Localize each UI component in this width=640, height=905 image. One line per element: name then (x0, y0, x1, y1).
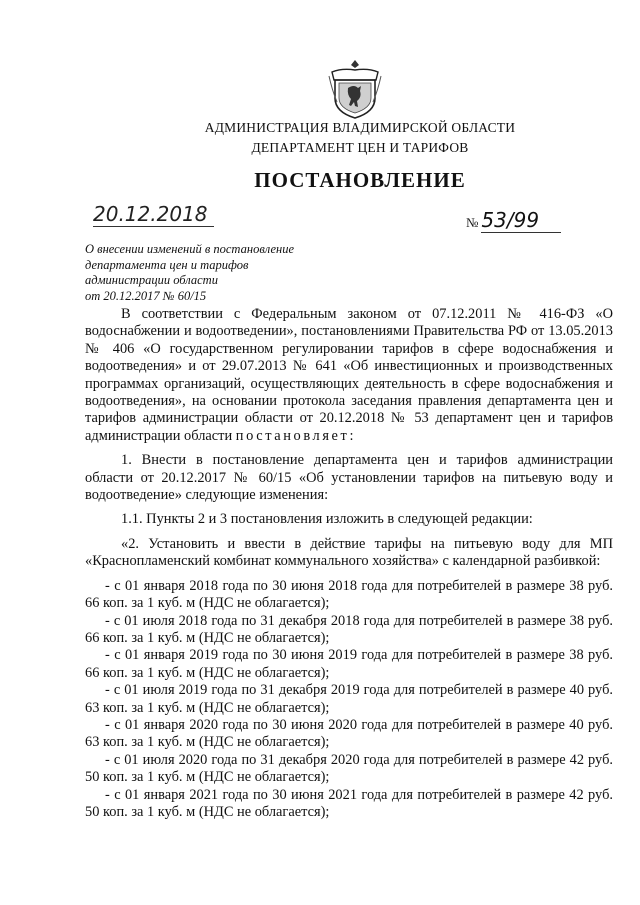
subject-line: администрации области (85, 273, 218, 287)
tariff-item: - с 01 июля 2020 года по 31 декабря 2020 года для потребителей в размере 42 руб. 50 коп. за 1 куб. м (НДС не облагается); (85, 751, 613, 786)
document-number-value: 53/99 (481, 208, 561, 233)
subject-block (85, 242, 325, 304)
subject-line: департамента цен и тарифов (85, 257, 249, 272)
preamble-text: В соответствии с Федеральным законом от 07.12.2011 № 416-ФЗ «О водоснабжении и водоотведении», постановлениями Правительства РФ от 13.05.2013 № 406 «О государственном регулировании тарифов в сфере водоснабжения и водоотведения» и от 29.07.2013 № 641 «Об инвестиционных и производственных программах организаций, осуществляющих деятельность в сфере водоснабжения и водоотведения», на основании протокола заседания правления департамента цен и тарифов администрации области от 20.12.2018 № 53 департамент цен и тарифов администрации области (85, 306, 613, 444)
coat-of-arms-icon (326, 58, 384, 120)
document-date: 20.12.2018 (93, 202, 214, 227)
tariff-item: - с 01 июля 2019 года по 31 декабря 2019 года для потребителей в размере 40 руб. 63 коп. за 1 куб. м (НДС не облагается); (85, 682, 613, 716)
preamble-paragraph (85, 306, 613, 445)
subject-line: О внесении изменений в постановление (85, 242, 295, 256)
number-sign: № (466, 215, 479, 230)
tariff-item: - с 01 января 2020 года по 30 июня 2020 года для потребителей в размере 40 руб. 63 коп. за 1 куб. м (НДС не облагается); (85, 716, 613, 751)
paragraph-1: 1. Внести в постановление департамента цен и тарифов администрации области от 20.12.2017 № 60/15 «Об установлении тарифов на питьевую воду и водоотведение» следующие изменения: (85, 452, 613, 504)
tariff-item: - с 01 января 2019 года по 30 июня 2019 года для потребителей в размере 38 руб. 66 коп. за 1 куб. м (НДС не облагается); (85, 647, 613, 681)
department-name: ДЕПАРТАМЕНТ ЦЕН И ТАРИФОВ (251, 140, 469, 155)
tariff-item: - с 01 января 2021 года по 30 июня 2021 года для потребителей в размере 42 руб. 50 коп. за 1 куб. м (НДС не облагается); (85, 786, 613, 820)
document-body (85, 306, 613, 821)
subject-line: от 20.12.2017 № 60/15 (85, 288, 207, 303)
paragraph-1-1: 1.1. Пункты 2 и 3 постановления изложить в следующей редакции: (121, 511, 533, 528)
tariff-item: - с 01 июля 2018 года по 31 декабря 2018 года для потребителей в размере 38 руб. 66 коп. за 1 куб. м (НДС не облагается); (85, 612, 613, 646)
organization-name: АДМИНИСТРАЦИЯ ВЛАДИМИРСКОЙ ОБЛАСТИ (204, 120, 516, 135)
document-title: ПОСТАНОВЛЕНИЕ (254, 168, 466, 192)
tariff-item: - с 01 января 2018 года по 30 июня 2018 года для потребителей в размере 38 руб. 66 коп. за 1 куб. м (НДС не облагается); (85, 577, 613, 612)
paragraph-2: «2. Установить и ввести в действие тарифы на питьевую воду для МП «Краснопламенский комбинат коммунального хозяйства» с календарной разбивкой: (85, 535, 613, 570)
decree-word: постановляет: (235, 427, 357, 444)
document-number (466, 208, 561, 233)
